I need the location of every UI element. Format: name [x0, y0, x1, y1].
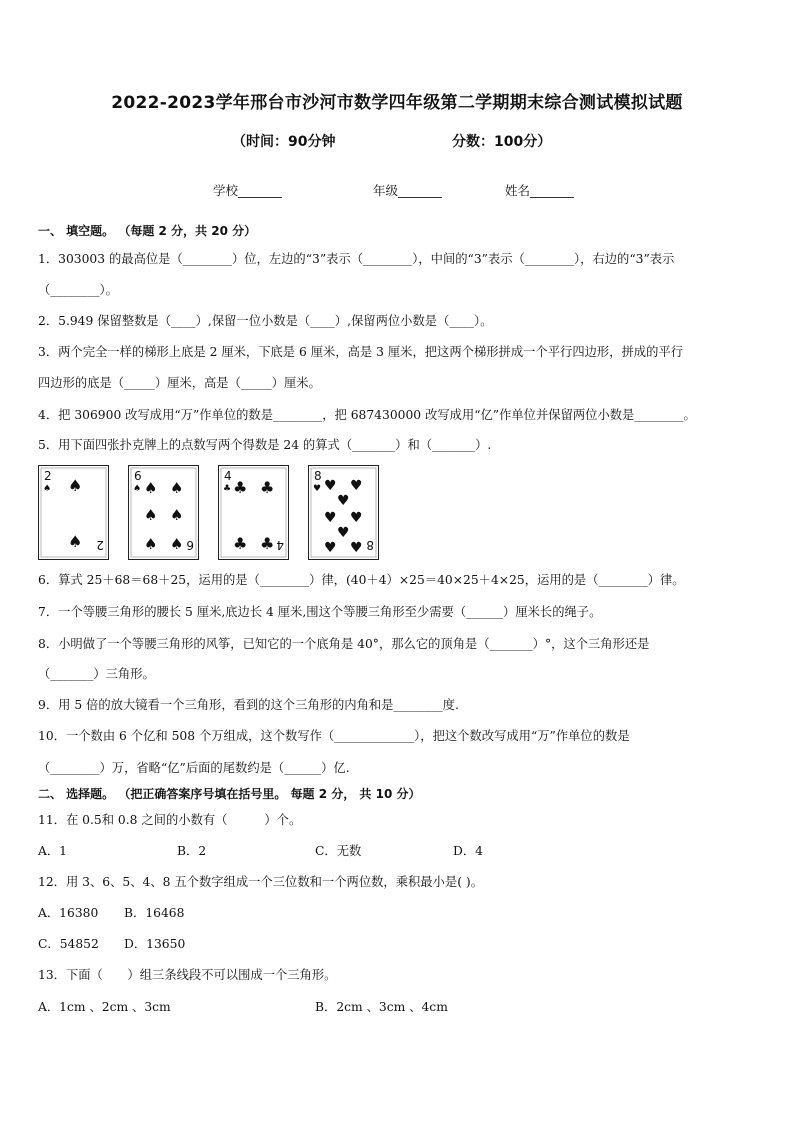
- card-8-hearts: [309, 466, 379, 560]
- card-rank-bottom: 8: [366, 538, 374, 552]
- school-field: 学校_______: [213, 183, 282, 198]
- card-pip: ♠: [170, 535, 184, 553]
- card-rank-top: 8: [314, 469, 322, 483]
- card-pip: ♠: [144, 535, 158, 553]
- question-13: 13．下面（ ）组三条线段不可以围成一个三角形。: [38, 968, 337, 982]
- card-pip: ♥: [324, 478, 337, 494]
- card-4-clubs: [219, 466, 289, 560]
- question-2: 2．5.949 保留整数是（____）,保留一位小数是（____）,保留两位小数是（____）。: [38, 314, 493, 328]
- card-pip: ♠: [144, 506, 158, 524]
- q11-option-c: C．无数: [315, 844, 362, 858]
- card-rank-top: 4: [224, 469, 232, 483]
- card-pip: ♥: [324, 540, 337, 556]
- card-pip: ♠: [170, 479, 184, 497]
- q12-option-d: D．13650: [124, 937, 186, 951]
- card-pip: ♠: [170, 506, 184, 524]
- q12-option-b: B．16468: [124, 906, 185, 920]
- question-9: 9．用 5 倍的放大镜看一个三角形，看到的这个三角形的内角和是________度.: [38, 698, 459, 712]
- card-pip: ♥: [337, 493, 350, 509]
- card-pip: ♥: [324, 510, 337, 526]
- question-1-line-2: （________）。: [38, 283, 118, 297]
- card-pip: ♥: [337, 525, 350, 541]
- card-pip: ♠: [144, 479, 158, 497]
- card-suit-corner: ♠: [43, 484, 52, 494]
- card-pip: ♣: [260, 534, 275, 553]
- q13-option-a: A．1cm 、2cm 、3cm: [38, 1000, 171, 1014]
- card-pip: ♠: [68, 532, 83, 551]
- card-rank-top: 2: [44, 469, 52, 483]
- question-11: 11．在 0.5和 0.8 之间的小数有（ ）个。: [38, 813, 302, 827]
- q11-option-a: A．1: [38, 844, 68, 858]
- grade-field: 年级_______: [373, 183, 442, 198]
- question-10-line-1: 10．一个数由 6 个亿和 508 个万组成，这个数写作（_____________），把这个数改写成用“万”作单位的数是: [38, 729, 630, 743]
- question-3-line-2: 四边形的底是（_____）厘米，高是（_____）厘米。: [38, 376, 321, 390]
- card-rank-bottom: 6: [186, 538, 194, 552]
- section-2-heading: 二、 选择题。 （把正确答案序号填在括号里。 每题 2 分， 共 10 分）: [38, 787, 421, 801]
- question-6: 6．算式 25＋68＝68＋25，运用的是（________）律，(40＋4）×25＝40×25＋4×25，运用的是（________）律。: [38, 573, 685, 587]
- card-pip: ♣: [233, 478, 248, 497]
- section-1-heading: 一、 填空题。 （每题 2 分，共 20 分）: [38, 224, 257, 238]
- question-5: 5．用下面四张扑克牌上的点数写两个得数是 24 的算式（_______）和（_______）.: [38, 438, 492, 452]
- exam-title: 2022-2023学年邢台市沙河市数学四年级第二学期期末综合测试模拟试题: [111, 93, 683, 113]
- card-rank-bottom: 2: [96, 538, 104, 552]
- card-suit-corner: ♣: [223, 484, 232, 494]
- card-2-spades: [39, 466, 109, 560]
- card-pip: ♥: [350, 540, 363, 556]
- q11-option-d: D．4: [453, 844, 483, 858]
- question-12: 12．用 3、6、5、4、8 五个数字组成一个三位数和一个两位数，乘积最小是( )。: [38, 875, 483, 889]
- question-7: 7．一个等腰三角形的腰长 5 厘米,底边长 4 厘米,围这个等腰三角形至少需要（______）厘米长的绳子。: [38, 605, 602, 619]
- card-pip: ♥: [350, 478, 363, 494]
- question-3-line-1: 3．两个完全一样的梯形上底是 2 厘米，下底是 6 厘米，高是 3 厘米，把这两个梯形拼成一个平行四边形，拼成的平行: [38, 345, 683, 359]
- card-rank-bottom: 4: [276, 538, 284, 552]
- q13-option-b: B．2cm 、3cm 、4cm: [315, 1000, 448, 1014]
- q12-option-c: C．54852: [38, 937, 99, 951]
- question-8-line-2: （_______）三角形。: [38, 667, 155, 681]
- card-suit-corner: ♥: [313, 484, 322, 494]
- card-pip: ♣: [260, 478, 275, 497]
- question-10-line-2: （________）万，省略“亿”后面的尾数约是（______）亿.: [38, 761, 350, 775]
- q11-option-b: B．2: [177, 844, 207, 858]
- card-pip: ♠: [68, 476, 83, 495]
- playing-cards: [38, 465, 398, 561]
- question-4: 4．把 306900 改写成用“万”作单位的数是________，把 687430000 改写成用“亿”作单位并保留两位小数是________。: [38, 408, 696, 422]
- exam-score: 分数：100分）: [452, 134, 552, 150]
- card-pip: ♣: [233, 534, 248, 553]
- card-rank-top: 6: [134, 469, 142, 483]
- exam-time: （时间：90分钟: [232, 134, 336, 150]
- question-8-line-1: 8．小明做了一个等腰三角形的风筝，已知它的一个底角是 40°，那么它的顶角是（_______）°，这个三角形还是: [38, 637, 650, 651]
- card-6-spades: [129, 466, 199, 560]
- card-pip: ♥: [350, 510, 363, 526]
- question-1-line-1: 1．303003 的最高位是（________）位，左边的“3”表示（________），中间的“3”表示（________），右边的“3”表示: [38, 252, 675, 266]
- name-field: 姓名_______: [505, 183, 574, 198]
- q12-option-a: A．16380: [38, 906, 99, 920]
- card-suit-corner: ♠: [133, 484, 142, 494]
